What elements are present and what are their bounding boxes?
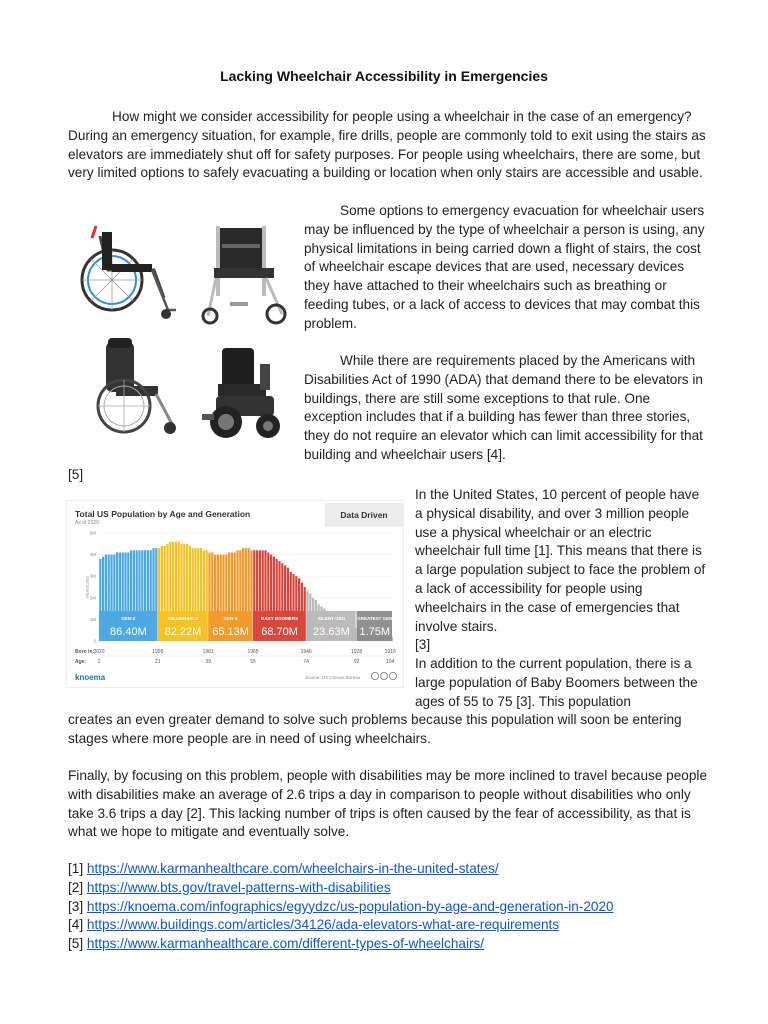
generation-total: 65.13M [212, 626, 249, 638]
y-tick-label: 0 [93, 638, 96, 644]
generation-total: 86.40M [110, 626, 147, 638]
paragraph-evacuation-options: Some options to emergency evacuation for wheelchair users may be influenced by the type of wheelchair a person is using, any physical limitations in being carried down a flight of stairs, the cost of wheelchair escape devices that are used, necessary devices they have attached to their wheelchairs such as breathing or feeding tubes, or a lack of access to devices that may combat this problem. [304, 203, 705, 331]
paragraph-conclusion: Finally, by focusing on this problem, people with disabilities may be more inclined to travel because people with disabilities make an average of 2.6 trips a day in comparison to people without disabilities who only take 3.6 trips a day [2]. This lacking number of trips is often caused by the fear of accessibility, as that is what we hope to mitigate and eventually solve. [68, 768, 707, 840]
wheelchair-image-power-standing [196, 344, 294, 442]
reference-link[interactable]: https://knoema.com/infographics/egyydzc/us-population-by-age-and-generation-in-2020 [86, 898, 614, 914]
chart-source: Source: US Census Bureau [305, 675, 361, 680]
generation-total: 82.22M [164, 626, 202, 638]
chart-plot [67, 501, 403, 687]
born-year-label: 1946 [300, 649, 312, 655]
generation-total: 23.63M [313, 626, 350, 638]
paragraph-ada-requirements: While there are requirements placed by the Americans with Disabilities Act of 1990 (ADA) that demand there to be elevators in buildings, there are still some exceptions to that rule. One exception includes that if a building has fewer than three stories, they do not require an elevator which can limit accessibility for that building and wheelchair users [4]. [304, 353, 703, 462]
generation-total: 68.70M [261, 626, 298, 638]
born-year-label: 1916 [384, 649, 396, 655]
reference-link[interactable]: https://www.buildings.com/articles/34126/ada-elevators-what-are-requirements [86, 917, 560, 933]
y-tick-label: 2M [89, 595, 96, 601]
age-label: 21 [155, 659, 161, 665]
born-year-label: 1928 [351, 649, 363, 655]
born-year-label: 1981 [202, 649, 214, 655]
population-chart [66, 500, 404, 688]
paragraph-us-statistics: In the United States, 10 percent of people have a physical disability, and over 3 million people use a physical wheelchair or an electric wheelchair full time [1]. This means that there is a large population subject to face the problem of a lack of accessibility for people using wheelchairs in the case of emergencies that involve stairs. [415, 487, 706, 634]
age-label: 55 [250, 659, 256, 665]
reference-number: [4] [68, 917, 84, 933]
knoema-logo: knoema [75, 673, 106, 682]
age-label: 92 [353, 659, 360, 665]
born-year-label: 1965 [247, 649, 259, 655]
wheelchair-image-transport [196, 222, 296, 326]
citation-marker: [5] [68, 467, 84, 482]
generation-name: GREATEST GEN [357, 616, 393, 621]
chart-title: Total US Population by Age and Generation [75, 509, 251, 519]
references-list [68, 860, 614, 954]
reference-item [68, 860, 614, 879]
age-label: 74 [303, 659, 309, 665]
citation-marker: [3] [415, 637, 431, 652]
wheelchair-image-recliner [86, 338, 182, 438]
generation-name: BABY BOOMERS [261, 616, 299, 621]
generation-name: MILLENNIALS [167, 616, 199, 621]
paragraph-intro: How might we consider accessibility for people using a wheelchair in the case of an emergency? During an emergency situation, for example, fire drills, people are commonly told to exit using the stairs as elevators are immediately shut off for safety purposes. For people using wheelchairs, there are some, but very limited options to safely evacuating a building or location when only stairs are accessible and usable. [68, 109, 706, 181]
reference-number: [2] [68, 879, 84, 895]
y-tick-label: 4M [89, 552, 96, 558]
reference-number: [5] [68, 936, 84, 952]
y-tick-label: 5M [89, 530, 96, 536]
y-tick-label: 3M [89, 573, 96, 579]
born-year-label: 1999 [152, 649, 164, 655]
reference-item [68, 898, 614, 917]
reference-item [68, 879, 614, 898]
reference-link[interactable]: https://www.karmanhealthcare.com/wheelchairs-in-the-united-states/ [86, 861, 499, 876]
generation-name: GEN-X [223, 616, 238, 621]
reference-link[interactable]: https://www.karmanhealthcare.com/different-types-of-wheelchairs/ [86, 936, 485, 952]
generation-name: GEN-Z [121, 616, 136, 621]
document-title: Lacking Wheelchair Accessibility in Emergencies [220, 68, 548, 84]
paragraph-baby-boomers-end: creates an even greater demand to solve such problems because this population will soon be entering stages where more people are in need of using wheelchairs. [68, 712, 682, 746]
generation-total: 1.75M [359, 626, 391, 638]
born-year-label: 2020 [93, 649, 105, 655]
chart-subtitle: As of 2020 [75, 520, 99, 526]
y-tick-label: 1M [89, 616, 96, 622]
paragraph-baby-boomers-start: In addition to the current population, there is a large population of Baby Boomers between the ages of 55 to 75 [3]. This population [415, 656, 698, 709]
wheelchair-image-sport [72, 218, 180, 326]
reference-link[interactable]: https://www.bts.gov/travel-patterns-with-disabilities [86, 879, 391, 895]
y-axis-label: PERSONS [85, 575, 90, 599]
age-label: 39 [205, 659, 211, 665]
license-icons [371, 671, 399, 681]
chart-brand-badge: Data Driven [325, 503, 403, 527]
reference-number: [3] [68, 898, 84, 914]
age-label: 104 [386, 659, 395, 665]
age-label: 1 [97, 659, 101, 665]
born-row-label: Born in: [75, 649, 95, 655]
generation-name: SILENT GEN [317, 616, 345, 621]
reference-item [68, 935, 614, 954]
reference-number: [1] [68, 861, 84, 876]
age-row-label: Age: [75, 659, 87, 665]
reference-item [68, 916, 614, 935]
